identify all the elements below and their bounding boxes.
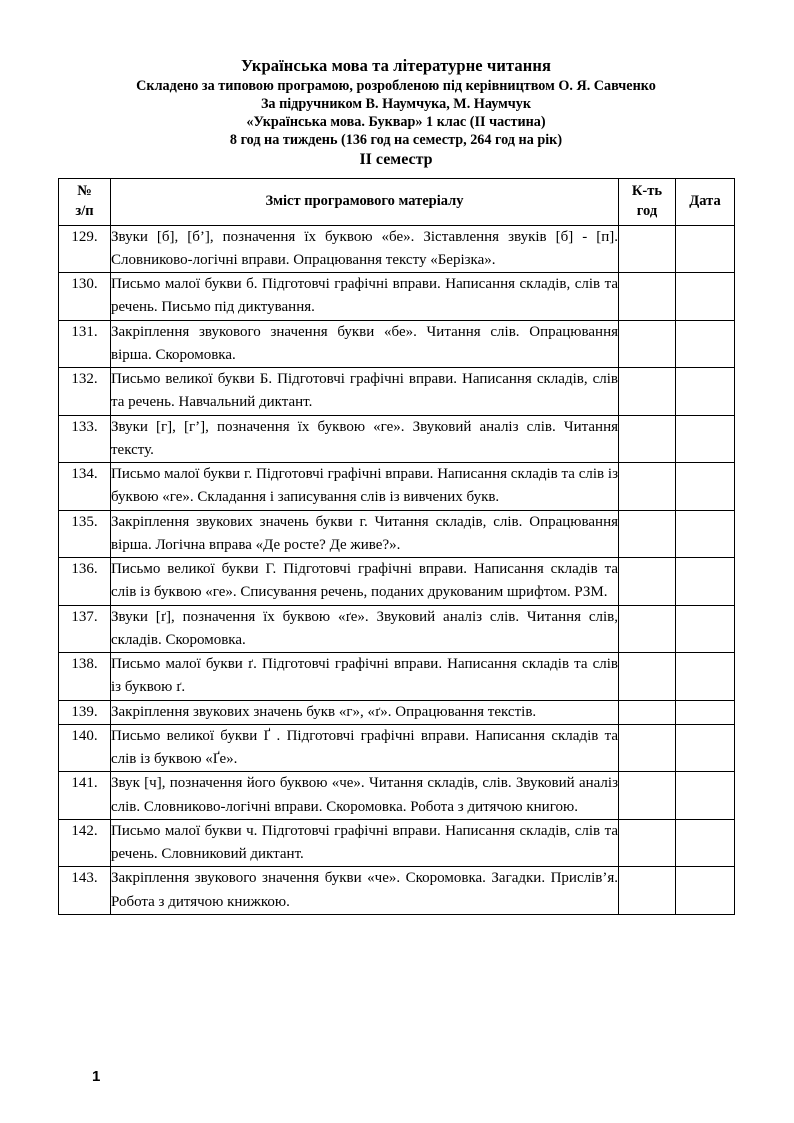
column-header-date: Дата [676, 179, 735, 225]
cell-date[interactable] [676, 510, 735, 558]
cell-hours[interactable] [619, 368, 676, 416]
cell-content: Письмо малої букви ч. Підготовчі графічні вправи. Написання складів, слів та речень. Словниковий диктант. [111, 819, 619, 867]
cell-date[interactable] [676, 558, 735, 606]
cell-hours[interactable] [619, 415, 676, 463]
page-title: Українська мова та літературне читання [241, 56, 551, 75]
table-row [59, 463, 735, 511]
column-header-content: Зміст програмового матеріалу [111, 179, 619, 225]
cell-content: Закріплення звукових значень букви г. Читання складів, слів. Опрацювання вірша. Логічна вправа «Де росте? Де живе?». [111, 510, 619, 558]
cell-number: 142. [59, 819, 111, 867]
cell-content: Письмо великої букви Б. Підготовчі графічні вправи. Написання складів, слів та речень. Навчальний диктант. [111, 368, 619, 416]
cell-number: 139. [59, 700, 111, 724]
column-header-number-line2: з/п [75, 202, 94, 219]
cell-number: 133. [59, 415, 111, 463]
cell-date[interactable] [676, 463, 735, 511]
cell-content: Звук [ч], позначення його буквою «че». Читання складів, слів. Звуковий аналіз слів. Словниково-логічні вправи. Скоромовка. Робота з дитячою книгою. [111, 772, 619, 820]
page-number: 1 [92, 1068, 101, 1085]
table-row [59, 819, 735, 867]
cell-date[interactable] [676, 273, 735, 321]
cell-content: Звуки [ґ], позначення їх буквою «ґе». Звуковий аналіз слів. Читання слів, складів. Скоромовка. [111, 605, 619, 653]
column-header-hours-line2: год [636, 202, 658, 219]
table-row [59, 415, 735, 463]
cell-hours[interactable] [619, 700, 676, 724]
cell-hours[interactable] [619, 510, 676, 558]
semester-heading: ІІ семестр [359, 151, 433, 169]
cell-content: Письмо великої букви Ґ . Підготовчі графічні вправи. Написання складів та слів із буквою «Ґе». [111, 724, 619, 772]
column-header-hours [619, 179, 676, 225]
cell-date[interactable] [676, 368, 735, 416]
cell-date[interactable] [676, 700, 735, 724]
cell-content: Письмо великої букви Г. Підготовчі графічні вправи. Написання складів та слів із буквою «ге». Списування речень, поданих друкованим шрифтом. РЗМ. [111, 558, 619, 606]
cell-date[interactable] [676, 819, 735, 867]
cell-number: 135. [59, 510, 111, 558]
table-row [59, 320, 735, 368]
subtitle-program: Складено за типовою програмою, розробленою під керівництвом О. Я. Савченко [136, 77, 656, 94]
cell-hours[interactable] [619, 463, 676, 511]
cell-hours[interactable] [619, 225, 676, 273]
cell-content: Письмо малої букви г. Підготовчі графічні вправи. Написання складів та слів із буквою «ге». Складання і записування слів із вивчених букв. [111, 463, 619, 511]
cell-date[interactable] [676, 867, 735, 915]
table-header-row [59, 179, 735, 225]
cell-hours[interactable] [619, 558, 676, 606]
cell-number: 131. [59, 320, 111, 368]
table-row [59, 605, 735, 653]
cell-content: Письмо малої букви ґ. Підготовчі графічні вправи. Написання складів та слів із буквою ґ. [111, 653, 619, 701]
cell-hours[interactable] [619, 320, 676, 368]
cell-date[interactable] [676, 605, 735, 653]
cell-content: Закріплення звукового значення букви «че». Скоромовка. Загадки. Прислів’я. Робота з дитячою книжкою. [111, 867, 619, 915]
cell-number: 143. [59, 867, 111, 915]
subtitle-book-title: «Українська мова. Буквар» 1 клас (ІІ частина) [246, 114, 546, 131]
cell-content: Закріплення звукових значень букв «г», «ґ». Опрацювання текстів. [111, 700, 619, 724]
cell-content: Закріплення звукового значення букви «бе». Читання слів. Опрацювання вірша. Скоромовка. [111, 320, 619, 368]
table-body [59, 225, 735, 914]
cell-number: 130. [59, 273, 111, 321]
cell-number: 134. [59, 463, 111, 511]
column-header-number [59, 179, 111, 225]
cell-hours[interactable] [619, 724, 676, 772]
cell-content: Письмо малої букви б. Підготовчі графічні вправи. Написання складів, слів та речень. Письмо під диктування. [111, 273, 619, 321]
subtitle-textbook: За підручником В. Наумчука, М. Наумчук [260, 95, 532, 112]
cell-number: 137. [59, 605, 111, 653]
table-row [59, 867, 735, 915]
table-row [59, 225, 735, 273]
column-header-number-line1: № [77, 183, 92, 200]
cell-number: 129. [59, 225, 111, 273]
table-row [59, 772, 735, 820]
cell-date[interactable] [676, 772, 735, 820]
table-row [59, 510, 735, 558]
cell-number: 140. [59, 724, 111, 772]
cell-number: 132. [59, 368, 111, 416]
cell-hours[interactable] [619, 653, 676, 701]
cell-hours[interactable] [619, 867, 676, 915]
table-row [59, 368, 735, 416]
cell-date[interactable] [676, 724, 735, 772]
cell-hours[interactable] [619, 605, 676, 653]
cell-date[interactable] [676, 225, 735, 273]
table-row [59, 273, 735, 321]
cell-hours[interactable] [619, 273, 676, 321]
cell-date[interactable] [676, 653, 735, 701]
table-row [59, 724, 735, 772]
lesson-plan-table [58, 178, 735, 915]
column-header-hours-line1: К-ть [631, 183, 663, 200]
cell-hours[interactable] [619, 772, 676, 820]
cell-number: 136. [59, 558, 111, 606]
cell-date[interactable] [676, 320, 735, 368]
cell-number: 141. [59, 772, 111, 820]
table-row [59, 700, 735, 724]
cell-number: 138. [59, 653, 111, 701]
cell-hours[interactable] [619, 819, 676, 867]
cell-content: Звуки [г], [г’], позначення їх буквою «ге». Звуковий аналіз слів. Читання тексту. [111, 415, 619, 463]
cell-date[interactable] [676, 415, 735, 463]
table-row [59, 558, 735, 606]
cell-content: Звуки [б], [б’], позначення їх буквою «бе». Зіставлення звуків [б] - [п]. Словниково-логічні вправи. Опрацювання тексту «Берізка». [111, 225, 619, 273]
subtitle-hours: 8 год на тиждень (136 год на семестр, 264 год на рік) [229, 132, 563, 149]
document-header [58, 56, 734, 170]
table-row [59, 653, 735, 701]
